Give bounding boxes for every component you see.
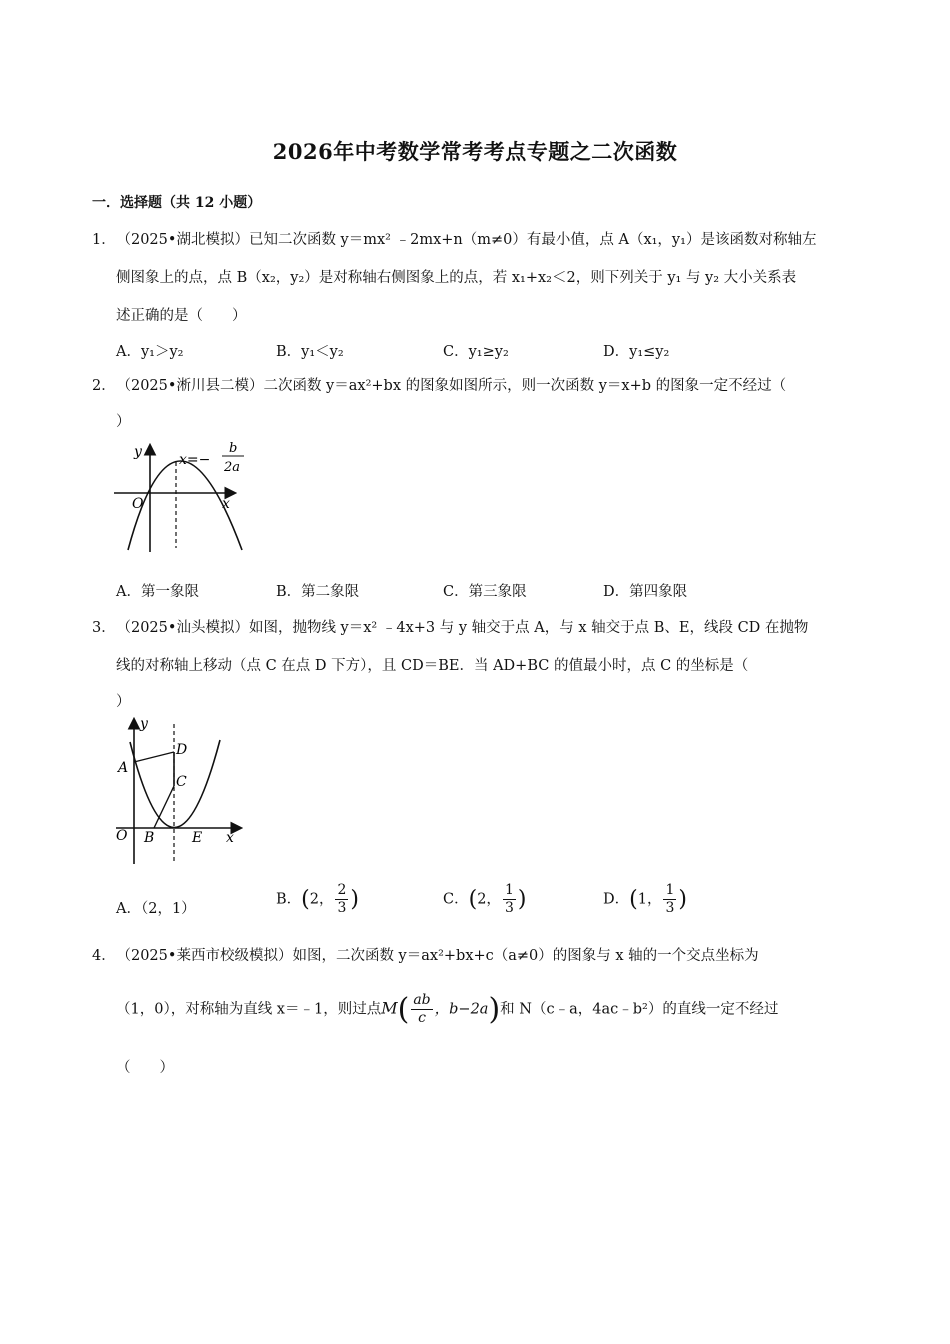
q3-option-d[interactable]: D．(1， $\frac{1}{3}$ ) bbox=[603, 882, 687, 916]
point-c-label: C bbox=[176, 774, 187, 790]
fraction-denominator: 3 bbox=[665, 900, 675, 916]
question-4-line-1 bbox=[92, 944, 759, 965]
question-text: 二次函数 y＝ax²+bx 的图象如图所示，则一次函数 y＝x+b 的图象一定不经过（ bbox=[263, 378, 787, 394]
question-2-line-2: ） bbox=[116, 414, 131, 430]
q3-option-a[interactable]: A．（2，1） bbox=[116, 901, 196, 917]
fraction-numerator: 2 bbox=[337, 882, 347, 898]
point-d-label: D bbox=[176, 742, 188, 758]
x-axis-label: x bbox=[222, 496, 230, 512]
y-axis-label: y bbox=[134, 444, 142, 460]
point-m-label: M bbox=[381, 998, 398, 1018]
question-source: （2025•淅川县二模） bbox=[123, 378, 264, 394]
option-whole: 1， bbox=[637, 891, 662, 908]
question-3-line-2: 线的对称轴上移动（点 C 在点 D 下方），且 CD＝BE．当 AD+BC 的值最小时，点 C 的坐标是（ bbox=[116, 658, 749, 674]
option-label: D． bbox=[603, 891, 630, 908]
question-2-line-1 bbox=[92, 374, 786, 395]
fraction-numerator: 1 bbox=[665, 882, 675, 898]
question-source: （2025•莱西市校级模拟） bbox=[123, 948, 293, 964]
m-fraction-numerator: ab bbox=[413, 992, 431, 1008]
q2-option-b[interactable]: B．第二象限 bbox=[276, 584, 360, 600]
origin-label: O bbox=[116, 828, 128, 844]
question-4-line-2: （1，0），对称轴为直线 x＝﹣1，则过点M( $\frac{ab}{c}$ ，b−2a)和 N（c﹣a，4ac﹣b²）的直线一定不经过 bbox=[116, 992, 779, 1027]
q2-option-d[interactable]: D．第四象限 bbox=[603, 584, 688, 600]
question-number: 2． bbox=[92, 378, 116, 394]
q2-option-c[interactable]: C．第三象限 bbox=[443, 584, 527, 600]
segment-bc bbox=[154, 786, 174, 828]
option-label: B． bbox=[276, 891, 302, 908]
question-3-line-1 bbox=[92, 616, 808, 637]
question-1-line-3: 述正确的是（ ） bbox=[116, 308, 247, 324]
option-whole: 2， bbox=[309, 891, 334, 908]
point-b-label: B bbox=[144, 830, 155, 846]
q2-parabola-figure bbox=[112, 436, 252, 556]
question-number: 4． bbox=[92, 948, 116, 964]
question-text: 和 N（c﹣a，4ac﹣b²）的直线一定不经过 bbox=[500, 1001, 779, 1018]
page-title: 2026年中考数学常考考点专题之二次函数 bbox=[272, 139, 678, 164]
fraction-numerator: 1 bbox=[504, 882, 514, 898]
question-4-line-3: （ ） bbox=[116, 1060, 174, 1076]
segment-ad bbox=[134, 752, 174, 762]
question-1-line-2: 侧图象上的点，点 B（x₂，y₂）是对称轴右侧图象上的点，若 x₁+x₂＜2，则下列关于 y₁ 与 y₂ 大小关系表 bbox=[116, 270, 797, 286]
q1-option-c[interactable]: C．y₁≥y₂ bbox=[443, 344, 509, 360]
question-source: （2025•湖北模拟） bbox=[123, 232, 249, 248]
m-second-coordinate: ，b−2a bbox=[434, 1001, 489, 1018]
point-e-label: E bbox=[192, 830, 203, 846]
q1-option-b[interactable]: B．y₁＜y₂ bbox=[276, 344, 344, 360]
axis-equation-lhs: x=− bbox=[179, 452, 211, 468]
section-heading: 一．选择题（共 12 小题） bbox=[92, 195, 262, 211]
origin-label: O bbox=[132, 496, 144, 512]
q1-option-a[interactable]: A．y₁＞y₂ bbox=[116, 344, 184, 360]
question-3-line-3: ） bbox=[116, 694, 131, 710]
q2-option-a[interactable]: A．第一象限 bbox=[116, 584, 199, 600]
question-text: 如图，抛物线 y＝x² ﹣4x+3 与 y 轴交于点 A，与 x 轴交于点 B、E，线段 CD 在抛物 bbox=[248, 620, 809, 636]
q1-option-d[interactable]: D．y₁≤y₂ bbox=[603, 344, 670, 360]
question-text: 已知二次函数 y＝mx² ﹣2mx+n（m≠0）有最小值，点 A（x₁，y₁）是该函数对称轴左 bbox=[248, 232, 817, 248]
axis-fraction-denominator: 2a bbox=[224, 460, 241, 475]
question-text: 如图，二次函数 y＝ax²+bx+c（a≠0）的图象与 x 轴的一个交点坐标为 bbox=[292, 948, 759, 964]
parabola-curve bbox=[130, 740, 220, 828]
question-source: （2025•汕头模拟） bbox=[123, 620, 249, 636]
option-whole: 2， bbox=[477, 891, 501, 908]
question-number: 1． bbox=[92, 232, 116, 248]
q3-option-b[interactable]: B．(2， $\frac{2}{3}$ ) bbox=[276, 882, 359, 916]
q3-option-c[interactable]: C．(2， $\frac{1}{3}$ ) bbox=[443, 882, 527, 916]
m-fraction-denominator: c bbox=[418, 1010, 426, 1026]
question-text: （1，0），对称轴为直线 x＝﹣1，则过点 bbox=[116, 1001, 382, 1018]
axis-fraction-numerator: b bbox=[229, 441, 238, 456]
question-1-line-1 bbox=[92, 228, 816, 249]
fraction-denominator: 3 bbox=[337, 900, 347, 916]
question-number: 3． bbox=[92, 620, 116, 636]
option-label: C． bbox=[443, 891, 469, 908]
x-axis-label: x bbox=[226, 830, 234, 846]
fraction-denominator: 3 bbox=[504, 900, 514, 916]
q3-parabola-figure bbox=[112, 714, 252, 870]
y-axis-label: y bbox=[140, 716, 148, 732]
point-a-label: A bbox=[118, 760, 129, 776]
